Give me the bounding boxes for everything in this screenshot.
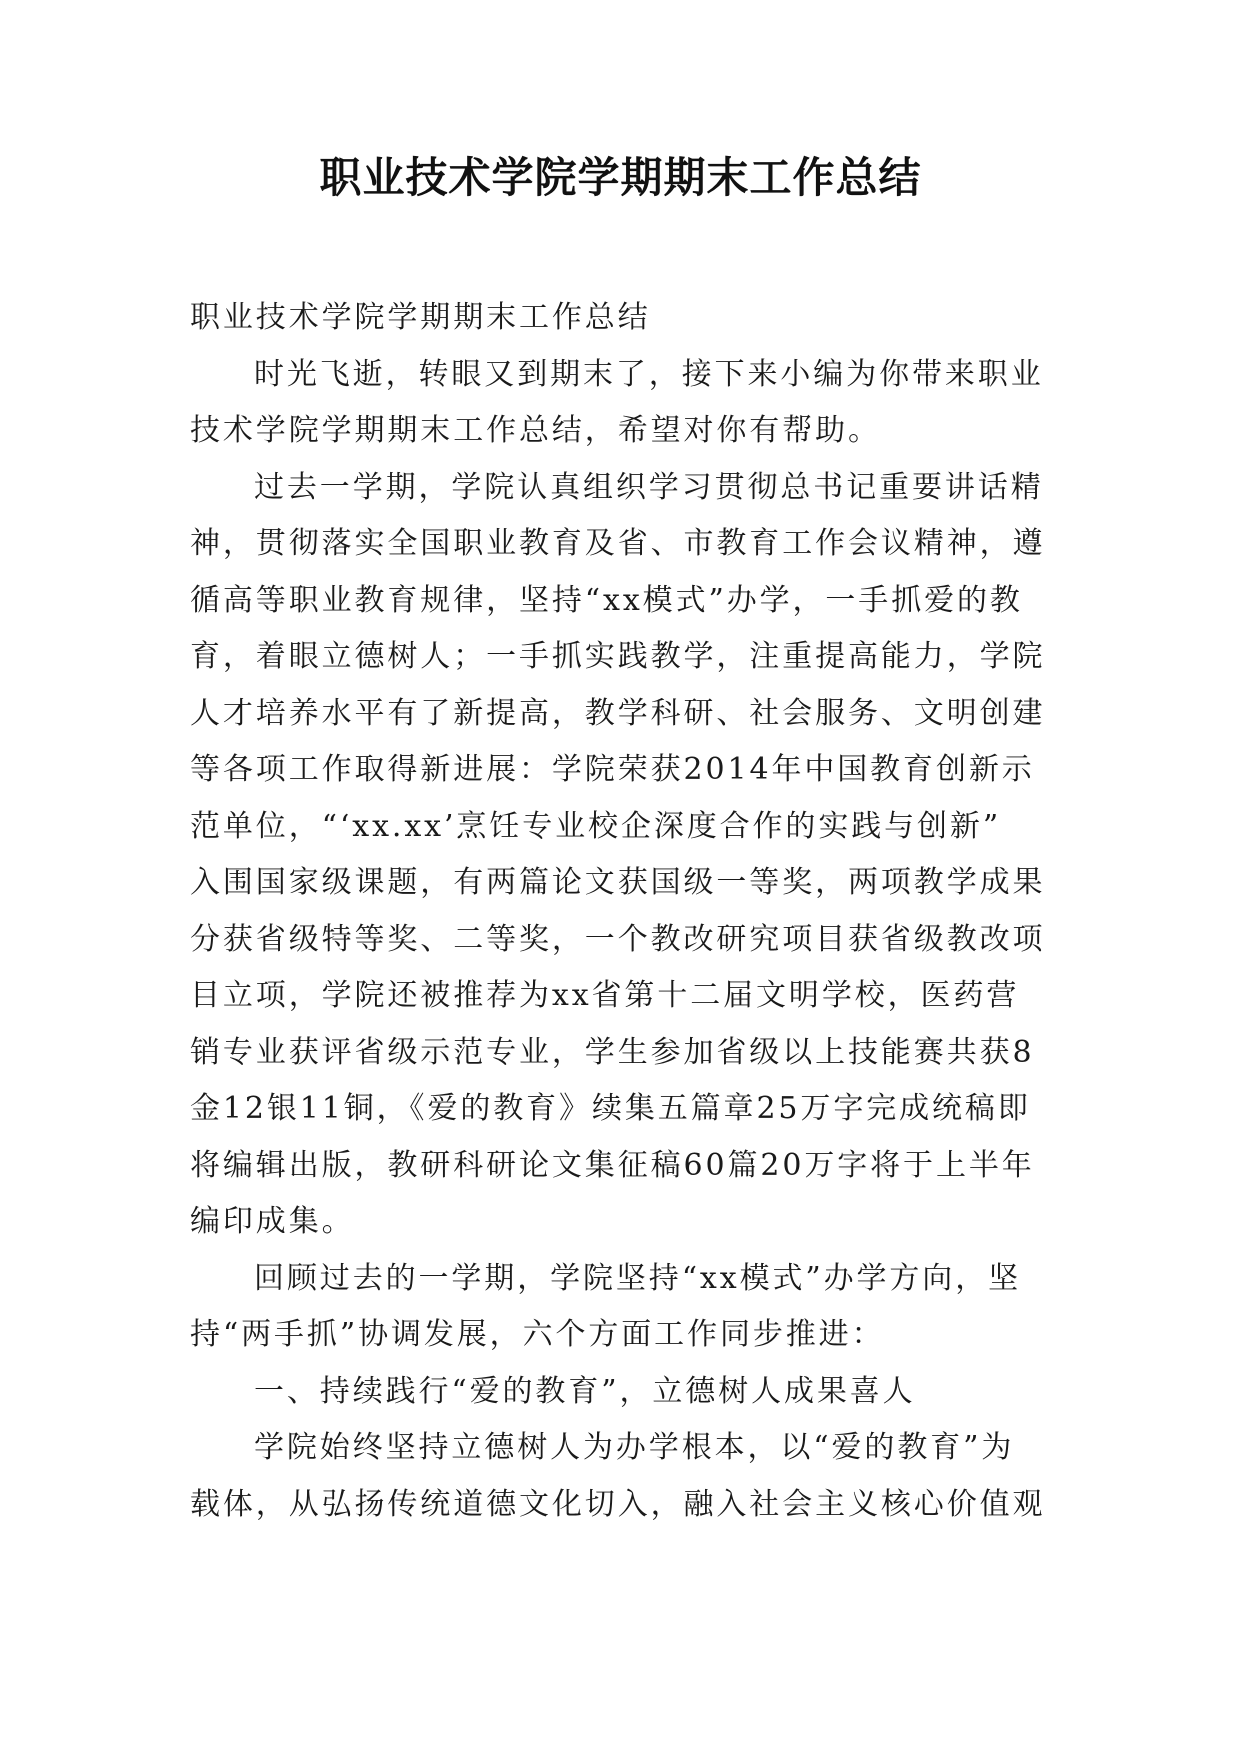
- paragraph-line: 销专业获评省级示范专业，学生参加省级以上技能赛共获8: [190, 1034, 1035, 1070]
- section-heading: 一、持续践行“爱的教育”，立德树人成果喜人: [254, 1373, 916, 1409]
- paragraph-line: 人才培养水平有了新提高，教学科研、社会服务、文明创建: [190, 695, 1046, 731]
- document-body: [190, 290, 1070, 1533]
- paragraph-line: 金12银11铜，《爱的教育》续集五篇章25万字完成统稿即: [190, 1091, 1031, 1126]
- paragraph-line: 神，贯彻落实全国职业教育及省、市教育工作会议精神，遵: [190, 526, 1046, 561]
- document-title: 职业技术学院学期期末工作总结: [319, 153, 922, 202]
- paragraph-line: 编印成集。: [190, 1204, 355, 1239]
- paragraph-line: 持“两手抓”协调发展，六个方面工作同步推进：: [190, 1317, 885, 1352]
- paragraph-line: 分获省级特等奖、二等奖，一个教改研究项目获省级教改项: [190, 921, 1046, 957]
- paragraph-line: 回顾过去的一学期，学院坚持“xx模式”办学方向，坚: [254, 1260, 1022, 1296]
- paragraph-line: 等各项工作取得新进展：学院荣获2014年中国教育创新示: [190, 752, 1035, 787]
- paragraph-line: 循高等职业教育规律，坚持“xx模式”办学，一手抓爱的教: [190, 582, 1023, 618]
- paragraph-line: 过去一学期，学院认真组织学习贯彻总书记重要讲话精: [254, 469, 1044, 505]
- paragraph-line: 技术学院学期期末工作总结，希望对你有帮助。: [190, 413, 881, 448]
- subtitle-line: 职业技术学院学期期末工作总结: [190, 300, 651, 335]
- paragraph-line: 学院始终坚持立德树人为办学根本，以“爱的教育”为: [254, 1430, 1015, 1465]
- paragraph-line: 时光飞逝，转眼又到期末了，接下来小编为你带来职业: [254, 356, 1044, 392]
- paragraph-line: 入围国家级课题，有两篇论文获国级一等奖，两项教学成果: [190, 865, 1046, 900]
- paragraph-line: 载体，从弘扬传统道德文化切入，融入社会主义核心价值观: [190, 1486, 1046, 1522]
- paragraph-line: 将编辑出版，教研科研论文集征稿60篇20万字将于上半年: [190, 1147, 1035, 1183]
- paragraph-line: 目立项，学院还被推荐为xx省第十二届文明学校，医药营: [190, 978, 1020, 1013]
- paragraph-line: 范单位，“‘xx.xx’烹饪专业校企深度合作的实践与创新”: [190, 808, 1002, 844]
- paragraph-line: 育，着眼立德树人；一手抓实践教学，注重提高能力，学院: [190, 639, 1046, 674]
